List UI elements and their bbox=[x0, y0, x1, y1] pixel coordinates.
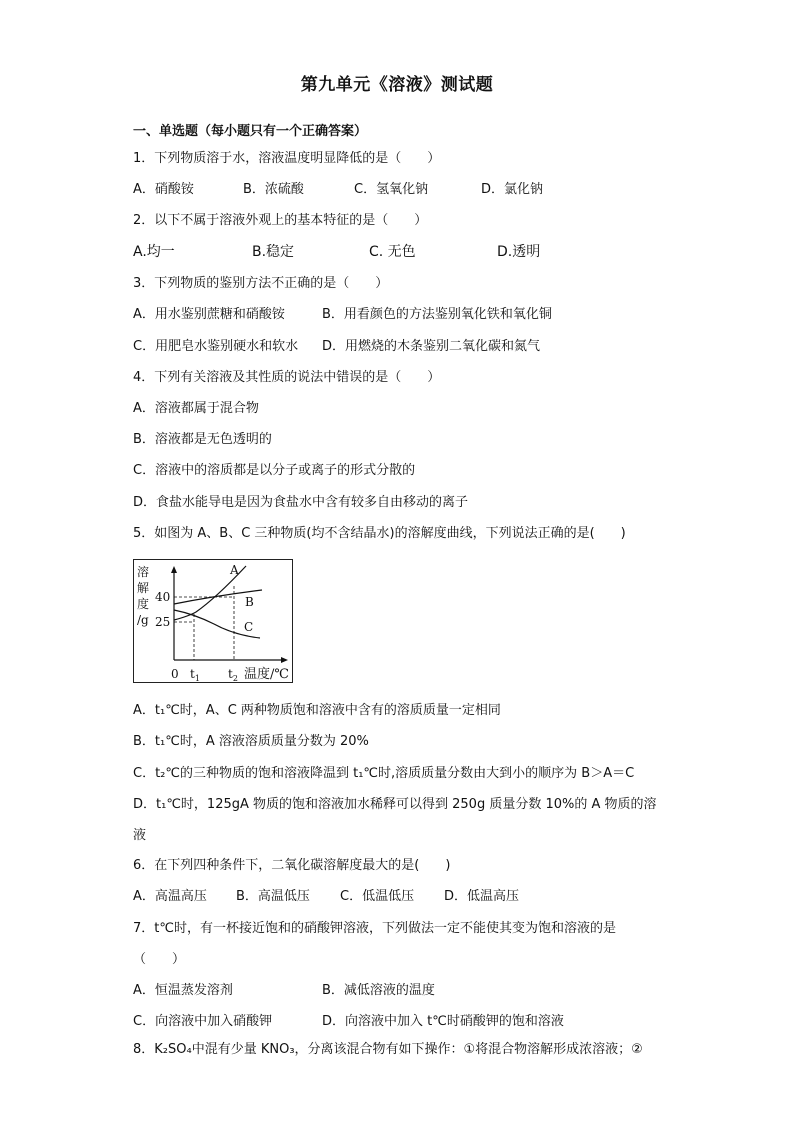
q3-option-c: C．用肥皂水鉴别硬水和软水 bbox=[133, 339, 299, 354]
q5-option-b: B．t₁℃时，A 溶液溶质质量分数为 20% bbox=[133, 734, 369, 749]
q5-option-d-continued: 液 bbox=[133, 828, 147, 843]
q7-option-c: C．向溶液中加入硝酸钾 bbox=[133, 1014, 273, 1029]
q4-option-d: D．食盐水能导电是因为食盐水中含有较多自由移动的离子 bbox=[133, 495, 469, 510]
question-7-stem: 7．t℃时，有一杯接近饱和的硝酸钾溶液，下列做法一定不能使其变为饱和溶液的是 bbox=[133, 921, 616, 936]
x-origin-label: 0 bbox=[171, 667, 179, 681]
q7-option-d: D．向溶液中加入 t℃时硝酸钾的饱和溶液 bbox=[322, 1014, 564, 1029]
q1-option-d: D．氯化钠 bbox=[481, 182, 544, 197]
solubility-curve-figure bbox=[133, 559, 293, 683]
q6-option-c: C．低温低压 bbox=[340, 889, 415, 904]
question-5-stem: 5．如图为 A、B、C 三种物质(均不含结晶水)的溶解度曲线，下列说法正确的是( ) bbox=[133, 526, 626, 541]
page-title: 第九单元《溶液》测试题 bbox=[300, 75, 494, 95]
curve-label-c: C bbox=[244, 620, 254, 634]
section-heading: 一、单选题（每小题只有一个正确答案） bbox=[133, 124, 368, 139]
question-8-stem: 8．K₂SO₄中混有少量 KNO₃，分离该混合物有如下操作：①将混合物溶解形成浓溶液；② bbox=[133, 1042, 643, 1057]
q1-option-c: C．氢氧化钠 bbox=[354, 182, 429, 197]
question-1-stem: 1．下列物质溶于水，溶液温度明显降低的是（ ） bbox=[133, 151, 441, 166]
q3-option-a: A．用水鉴别蔗糖和硝酸铵 bbox=[133, 307, 285, 322]
question-2-stem: 2．以下不属于溶液外观上的基本特征的是（ ） bbox=[133, 213, 428, 228]
q3-option-b: B．用看颜色的方法鉴别氧化铁和氧化铜 bbox=[322, 307, 552, 322]
q6-option-b: B．高温低压 bbox=[236, 889, 310, 904]
q4-option-c: C．溶液中的溶质都是以分子或离子的形式分散的 bbox=[133, 463, 416, 478]
q5-option-c: C．t₂℃的三种物质的饱和溶液降温到 t₁℃时,溶质质量分数由大到小的顺序为 B＞A＝C bbox=[133, 766, 635, 781]
t2-main: t bbox=[228, 667, 233, 681]
q1-option-a: A．硝酸铵 bbox=[133, 182, 194, 197]
solubility-curve-svg bbox=[134, 560, 294, 684]
q7-option-a: A．恒温蒸发溶剂 bbox=[133, 983, 233, 998]
x-tick-t1 bbox=[190, 667, 200, 683]
q5-option-d: D．t₁℃时，125gA 物质的饱和溶液加水稀释可以得到 250g 质量分数 10%的 A 物质的溶 bbox=[133, 797, 657, 812]
y-tick-25: 25 bbox=[155, 615, 171, 629]
y-tick-40: 40 bbox=[155, 590, 171, 604]
curve-label-b: B bbox=[245, 595, 254, 609]
q2-option-c: C. 无色 bbox=[369, 244, 416, 260]
y-axis-label-char: 解 bbox=[137, 581, 150, 595]
q2-option-a: A.均一 bbox=[133, 244, 175, 260]
q5-option-a: A．t₁℃时，A、C 两种物质饱和溶液中含有的溶质质量一定相同 bbox=[133, 703, 501, 718]
question-4-stem: 4．下列有关溶液及其性质的说法中错误的是（ ） bbox=[133, 370, 441, 385]
question-7-stem-continued: （ ） bbox=[133, 952, 186, 967]
y-axis-arrow bbox=[171, 566, 177, 573]
q2-option-d: D.透明 bbox=[497, 244, 541, 260]
x-axis-arrow bbox=[281, 657, 288, 663]
q6-option-a: A．高温高压 bbox=[133, 889, 207, 904]
curve-label-a: A bbox=[230, 563, 239, 577]
question-3-stem: 3．下列物质的鉴别方法不正确的是（ ） bbox=[133, 276, 389, 291]
x-axis-label: 温度/℃ bbox=[244, 667, 289, 682]
q6-option-d: D．低温高压 bbox=[444, 889, 520, 904]
y-axis-label-char: /g bbox=[137, 613, 149, 627]
q7-option-b: B．减低溶液的温度 bbox=[322, 983, 435, 998]
y-axis-label-char: 溶 bbox=[137, 565, 150, 579]
question-6-stem: 6．在下列四种条件下，二氧化碳溶解度最大的是( ) bbox=[133, 858, 451, 873]
x-tick-t2 bbox=[228, 667, 238, 683]
y-axis-label-char: 度 bbox=[137, 597, 150, 611]
q1-option-b: B．浓硫酸 bbox=[243, 182, 304, 197]
t2-subscript: 2 bbox=[232, 674, 238, 683]
q4-option-b: B．溶液都是无色透明的 bbox=[133, 432, 272, 447]
q4-option-a: A．溶液都属于混合物 bbox=[133, 401, 259, 416]
t1-subscript: 1 bbox=[194, 674, 200, 683]
t1-main: t bbox=[190, 667, 195, 681]
q2-option-b: B.稳定 bbox=[252, 244, 295, 260]
q3-option-d: D．用燃烧的木条鉴别二氧化碳和氮气 bbox=[322, 339, 541, 354]
